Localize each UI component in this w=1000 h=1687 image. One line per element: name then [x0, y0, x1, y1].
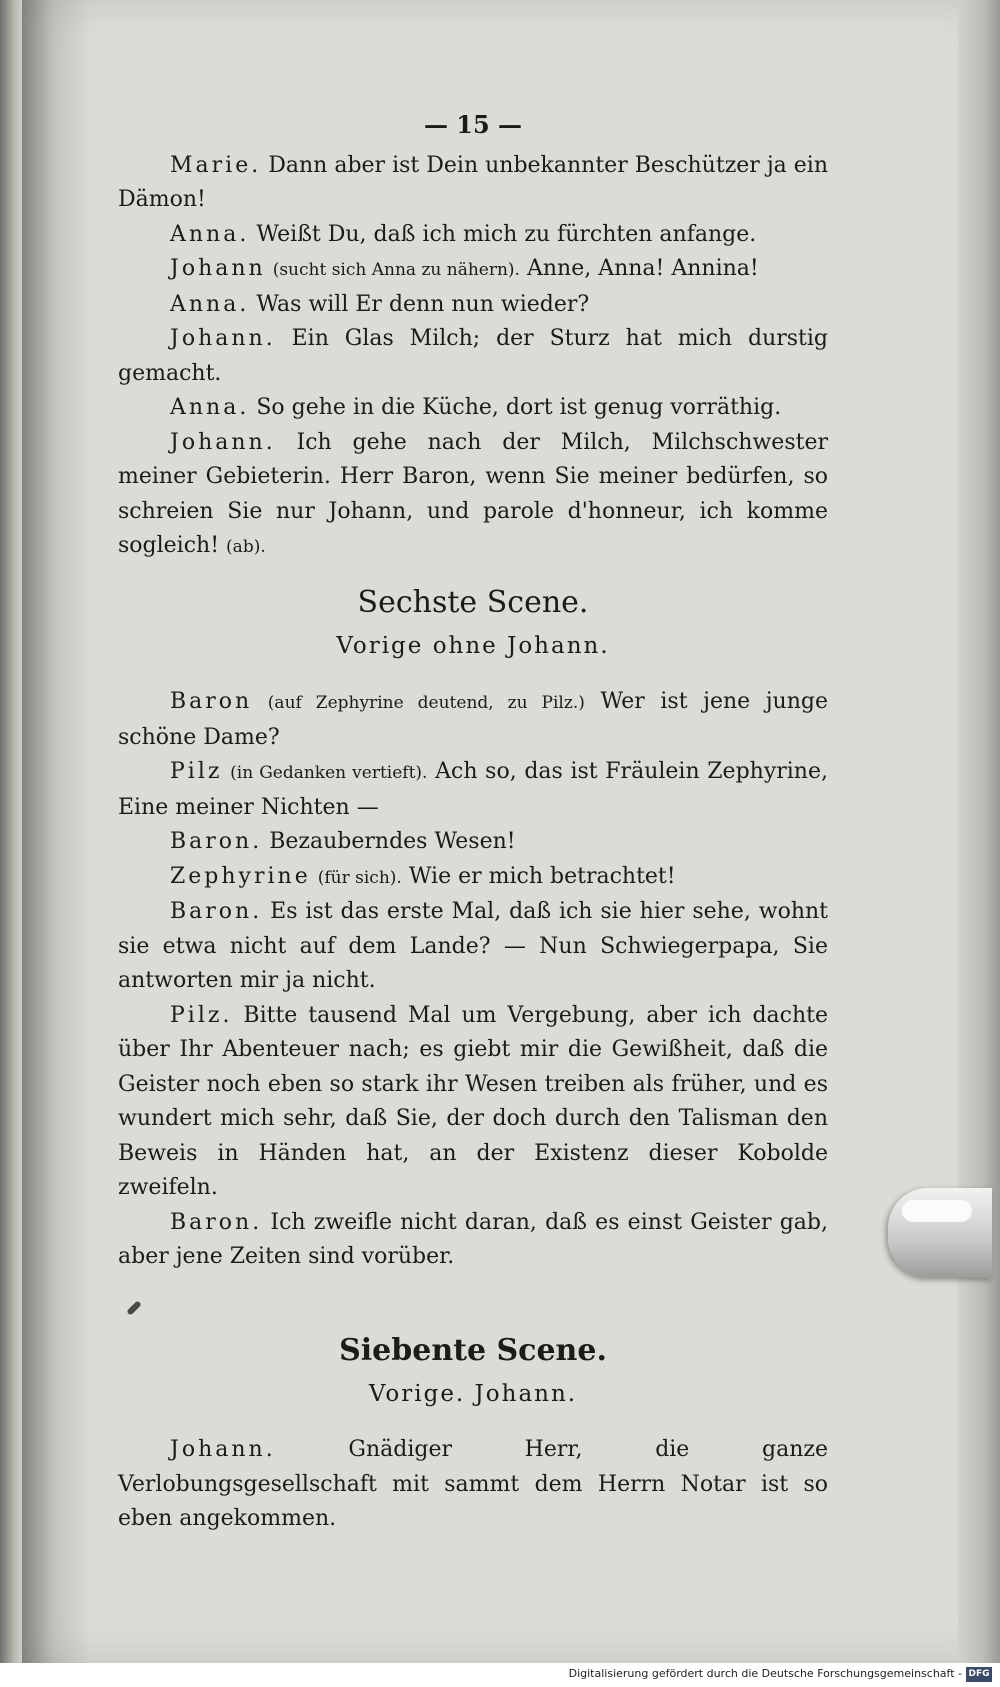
speech-text: Ein Glas Milch; der Sturz hat mich durstig gemacht. — [118, 326, 828, 386]
speech-line — [118, 999, 828, 1206]
speech-line — [118, 1433, 828, 1537]
speaker-name: Anna. — [170, 395, 250, 420]
page-gutter-shadow — [22, 0, 92, 1663]
dfg-logo: DFG — [966, 1667, 992, 1682]
speech-text: So gehe in die Küche, dort ist genug vorräthig. — [256, 395, 782, 420]
speech-text: Wer ist jene junge schöne Dame? — [118, 689, 828, 750]
stage-direction: (für sich). — [317, 867, 402, 888]
footer-credit: Digitalisierung gefördert durch die Deutsche Forschungsgemeinschaft - — [568, 1667, 962, 1680]
speech-text: Wie er mich betrachtet! — [408, 863, 676, 889]
speech-line — [118, 1206, 828, 1275]
speaker-name: Johann — [170, 256, 266, 281]
speaker-name: Baron. — [170, 829, 263, 854]
speech-line — [118, 252, 828, 288]
speaker-name: Anna. — [170, 221, 250, 247]
speech-line — [118, 426, 828, 565]
speech-text: Bitte tausend Mal um Vergebung, aber ich dachte über Ihr Abenteuer nach; es giebt mir die Gewißheit, daß die Geister noch eben so stark ihr Wesen treiben als früher, und es wundert mich sehr, daß Sie, der doch durch den Talisman den Beweis in Händen hat, an der Existenz dieser Kobolde zweifeln. — [118, 1002, 828, 1200]
speech-text: Es ist das erste Mal, daß ich sie hier sehe, wohnt sie etwa nicht auf dem Lande? — Nun Schwiegerpapa, Sie antworten mir ja nicht. — [118, 899, 828, 993]
stage-direction: (in Gedanken vertieft). — [230, 763, 428, 783]
speech-text: Ich gehe nach der Milch, Milchschwester meiner Gebieterin. Herr Baron, wenn Sie meiner bedürfen, so schreien Sie nur Johann, und parole d'honneur, ich komme sogleich! — [118, 429, 828, 558]
speech-text: Anne, Anna! Annina! — [526, 256, 759, 281]
bookmark-tab-highlight — [902, 1200, 972, 1222]
speaker-name: Marie. — [170, 152, 262, 178]
page-text — [118, 108, 828, 1537]
left-book-edge — [0, 0, 24, 1663]
speaker-name: Pilz — [170, 759, 223, 784]
speech-text: Ach so, das ist Fräulein Zephyrine, Eine meiner Nichten — — [118, 759, 828, 820]
speaker-name: Baron. — [170, 899, 263, 924]
scene-cast-6: Vorige ohne Johann. — [336, 632, 610, 659]
speech-line — [118, 685, 828, 755]
speech-line — [118, 825, 828, 860]
speech-line — [118, 288, 828, 323]
speech-line — [118, 860, 828, 896]
speech-line — [118, 149, 828, 218]
speech-text: Gnädiger Herr, die ganze Verlobungsgesellschaft mit sammt dem Herrn Notar ist so eben angekommen. — [118, 1437, 828, 1531]
speaker-name: Zephyrine — [170, 863, 311, 889]
speaker-name: Pilz. — [170, 1002, 233, 1028]
speaker-name: Johann. — [170, 429, 276, 455]
speech-line — [118, 755, 828, 825]
speaker-name: Johann. — [170, 1437, 276, 1462]
speaker-name: Baron. — [170, 1209, 263, 1235]
speech-line — [118, 218, 828, 253]
scene-heading-7: Siebente Scene. — [339, 1332, 607, 1368]
stage-direction: (auf Zephyrine deutend, zu Pilz.) — [267, 693, 585, 713]
speaker-name: Anna. — [170, 291, 250, 317]
dialogue-block-1 — [118, 149, 828, 565]
speaker-name: Johann. — [170, 326, 276, 351]
dialogue-block-3 — [118, 1433, 828, 1537]
scene-heading-6: Sechste Scene. — [357, 584, 589, 620]
stage-direction: (sucht sich Anna zu nähern). — [272, 260, 520, 280]
speech-text: Was will Er denn nun wieder? — [256, 291, 590, 317]
speech-line — [118, 895, 828, 999]
speech-line — [118, 322, 828, 391]
speech-text: Weißt Du, daß ich mich zu fürchten anfange. — [256, 221, 757, 247]
scene-cast-7: Vorige. Johann. — [368, 1380, 578, 1407]
speech-line — [118, 391, 828, 426]
stage-direction: (ab). — [226, 537, 266, 557]
speech-text: Bezauberndes Wesen! — [269, 829, 516, 854]
speaker-name: Baron — [170, 689, 253, 714]
speech-text: Dann aber ist Dein unbekannter Beschützer ja ein Dämon! — [118, 152, 828, 212]
page-number: — 15 — — [423, 110, 523, 139]
right-page-edge — [958, 0, 1000, 1663]
footer-bar — [0, 1663, 1000, 1687]
dialogue-block-2 — [118, 685, 828, 1275]
speech-text: Ich zweifle nicht daran, daß es einst Geister gab, aber jene Zeiten sind vorüber. — [118, 1209, 828, 1269]
